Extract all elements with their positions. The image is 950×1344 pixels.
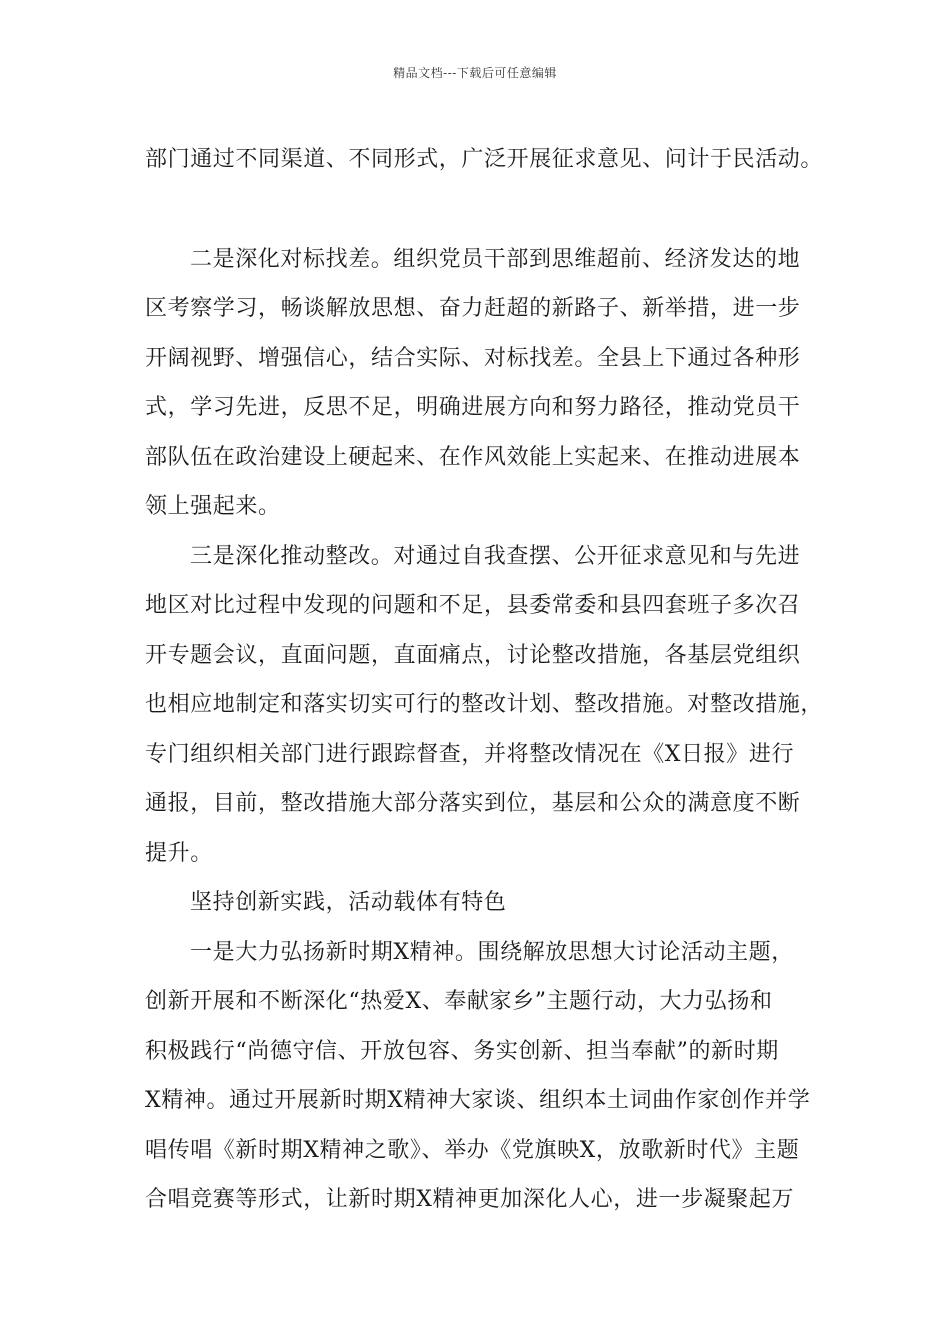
text-line: 二是深化对标找差。组织党员干部到思维超前、经济发达的地	[190, 246, 801, 272]
page-header: 精品文档---下载后可任意编辑	[393, 66, 557, 80]
paragraph-continuation	[145, 135, 824, 185]
text-line: 领上强起来。	[145, 494, 281, 519]
text-line: 积极践行“尚德守信、开放包容、务实创新、担当奉献”的新时期	[145, 1038, 779, 1064]
text-line: 区考察学习，畅谈解放思想、奋力赶超的新路子、新举措，进一步	[145, 296, 801, 321]
text-line: 也相应地制定和落实切实可行的整改计划、整改措施。对整改措施，	[145, 692, 824, 717]
text-line: 唱传唱《新时期X精神之歌》、举办《党旗映X，放歌新时代》主题	[145, 1137, 800, 1163]
text-line: 部门通过不同渠道、不同形式，广泛开展征求意见、问计于民活动。	[145, 147, 824, 172]
paragraph-spirit	[145, 928, 820, 1225]
text-line: 创新开展和不断深化“热爱X、奉献家乡”主题行动，大力弘扬和	[145, 989, 773, 1014]
text-line: 专门组织相关部门进行跟踪督查，并将整改情况在《X日报》进行	[145, 741, 795, 767]
paragraph-benchmarking	[145, 235, 820, 532]
paragraph-rectification	[145, 532, 824, 879]
text-line: 合唱竞赛等形式，让新时期X精神更加深化人心，进一步凝聚起万	[145, 1187, 795, 1212]
text-line: 三是深化推动整改。对通过自我查摆、公开征求意见和与先进	[190, 543, 801, 569]
text-line: X精神。通过开展新时期X精神大家谈、组织本土词曲作家创作并学	[145, 1088, 811, 1113]
document-body	[145, 135, 824, 1225]
text-line: 部队伍在政治建设上硬起来、在作风效能上实起来、在推动进展本	[145, 444, 801, 470]
text-line: 一是大力弘扬新时期X精神。围绕解放思想大讨论活动主题，	[190, 939, 794, 965]
paragraph-gap	[145, 185, 820, 235]
section-heading: 坚持创新实践，活动载体有特色	[190, 890, 507, 915]
text-line: 开专题会议，直面问题，直面痛点，讨论整改措施，各基层党组织	[145, 642, 801, 668]
text-line: 地区对比过程中发现的问题和不足，县委常委和县四套班子多次召	[145, 593, 801, 618]
text-line: 开阔视野、增强信心，结合实际、对标找差。全县上下通过各种形	[145, 345, 801, 371]
text-line: 通报，目前，整改措施大部分落实到位，基层和公众的满意度不断	[145, 791, 801, 816]
text-line: 提升。	[145, 840, 213, 866]
text-line: 式，学习先进，反思不足，明确进展方向和努力路径，推动党员干	[145, 395, 801, 420]
